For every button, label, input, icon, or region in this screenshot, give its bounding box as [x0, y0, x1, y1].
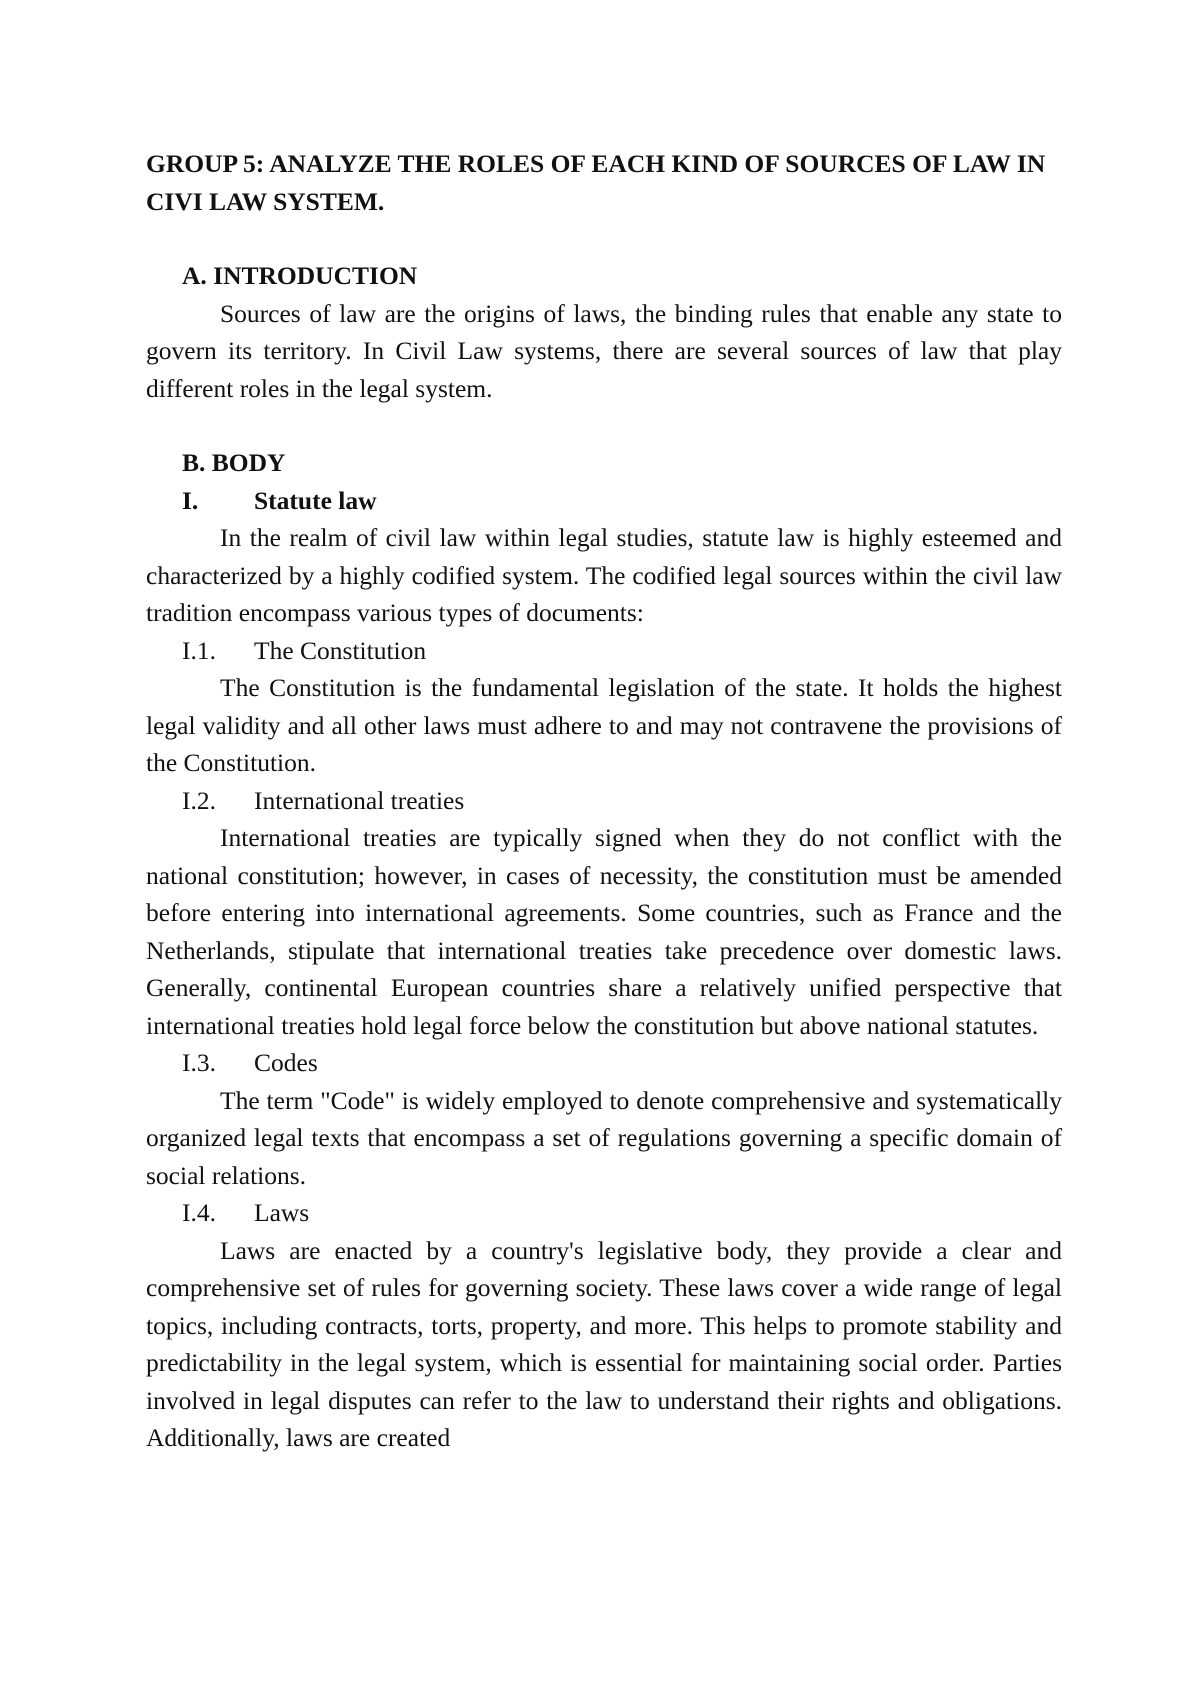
subsection-heading-international-treaties [146, 782, 1062, 820]
subsection-heading-constitution [146, 632, 1062, 670]
subsection-heading-codes [146, 1044, 1062, 1082]
document-title: GROUP 5: ANALYZE THE ROLES OF EACH KIND OF SOURCES OF LAW IN CIVI LAW SYSTEM. [146, 149, 1046, 216]
section-heading-statute-law [146, 482, 1062, 520]
document-content [146, 145, 1062, 1457]
subsection-title: Laws [254, 1198, 310, 1227]
subsection-number: I.3. [182, 1048, 216, 1077]
body-heading: B. BODY [182, 448, 286, 477]
section-number: I. [182, 485, 199, 515]
subsection-number: I.1. [182, 635, 216, 665]
subsection-title: The Constitution [254, 635, 427, 665]
subsection-number: I.2. [182, 785, 216, 815]
laws-paragraph: Laws are enacted by a country's legislative body, they provide a clear and comprehensive set of rules for governing society. These laws cover a wide range of legal topics, including contracts, torts, property, and more. This helps to promote stability and predictability in the legal system, which is essential for maintaining social order. Parties involved in legal disputes can refer to the law to understand their rights and obligations. Additionally, laws are created [146, 1235, 1062, 1452]
statute-law-paragraph: In the realm of civil law within legal studies, statute law is highly esteemed and characterized by a highly codified system. The codified legal sources within the civil law tradition encompass various types of documents: [146, 523, 1062, 627]
constitution-paragraph: The Constitution is the fundamental legislation of the state. It holds the highest legal validity and all other laws must adhere to and may not contravene the provisions of the Constitution. [146, 673, 1062, 777]
codes-paragraph: The term "Code" is widely employed to denote comprehensive and systematically organized legal texts that encompass a set of regulations governing a specific domain of social relations. [146, 1085, 1062, 1190]
subsection-title: Codes [254, 1048, 318, 1077]
section-title: Statute law [254, 485, 377, 515]
introduction-heading: A. INTRODUCTION [182, 261, 418, 290]
subsection-heading-laws [146, 1194, 1062, 1232]
subsection-number: I.4. [182, 1198, 216, 1227]
international-treaties-paragraph: International treaties are typically signed when they do not conflict with the national constitution; however, in cases of necessity, the constitution must be amended before entering into international agreements. Some countries, such as France and the Netherlands, stipulate that international treaties take precedence over domestic laws. Generally, continental European countries share a relatively unified perspective that international treaties hold legal force below the constitution but above national statutes. [146, 823, 1062, 1040]
subsection-title: International treaties [254, 785, 465, 815]
introduction-paragraph: Sources of law are the origins of laws, the binding rules that enable any state to govern its territory. In Civil Law systems, there are several sources of law that play different roles in the legal system. [146, 298, 1062, 403]
